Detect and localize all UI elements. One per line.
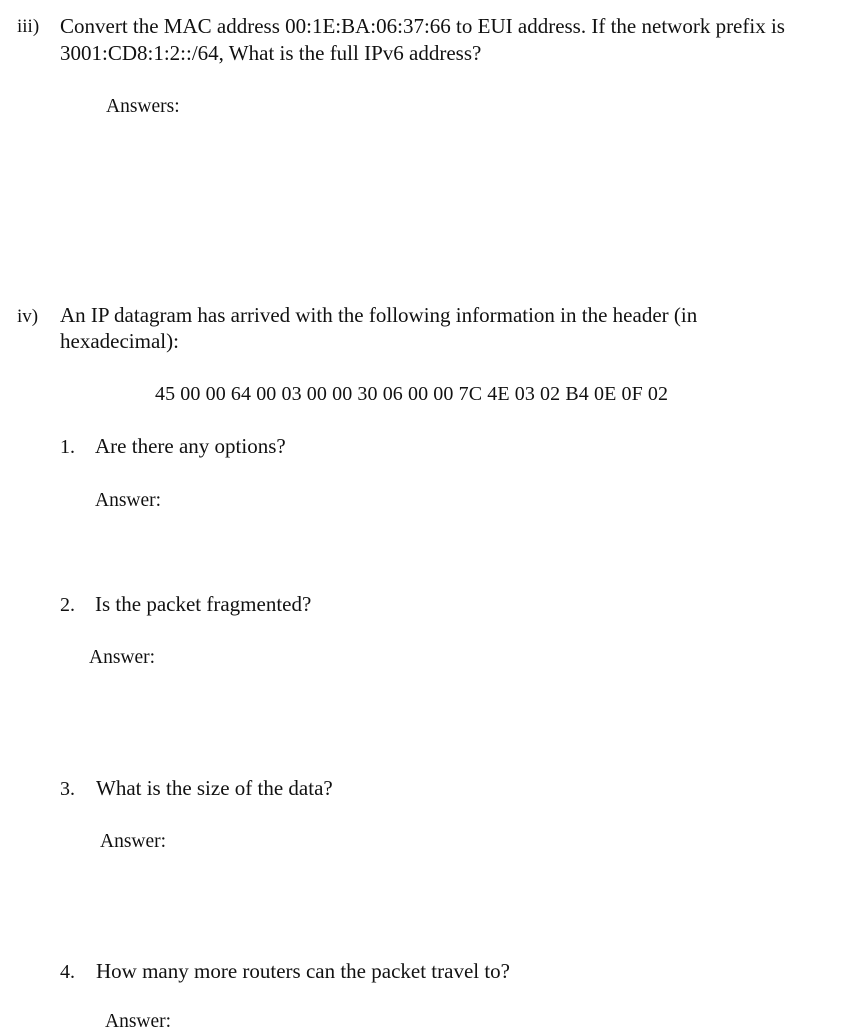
- question-iv-line-1: An IP datagram has arrived with the following information in the header (in: [60, 303, 698, 327]
- sub-question-text: Are there any options?: [95, 434, 286, 458]
- sub-question-text: Is the packet fragmented?: [95, 592, 312, 616]
- sub-question-answer-label: Answer:: [105, 1011, 172, 1032]
- question-iv-marker: iv): [17, 306, 39, 327]
- question-iii-answer-label: Answers:: [106, 96, 180, 117]
- sub-question-number: 3.: [60, 778, 75, 800]
- sub-question-text: How many more routers can the packet travel to?: [96, 959, 511, 983]
- question-iii-marker: iii): [17, 16, 40, 37]
- sub-question-answer-label: Answer:: [100, 831, 167, 852]
- question-iii-line-1: Convert the MAC address 00:1E:BA:06:37:66 to EUI address. If the network prefix is: [60, 14, 785, 38]
- sub-question-answer-label: Answer:: [95, 490, 162, 511]
- hex-header-dump: 45 00 00 64 00 03 00 00 30 06 00 00 7C 4E 03 02 B4 0E 0F 02: [155, 383, 669, 405]
- sub-question-answer-label: Answer:: [89, 647, 156, 668]
- sub-question-text: What is the size of the data?: [96, 776, 333, 800]
- sub-question-number: 4.: [60, 961, 75, 983]
- question-iii-line-2: 3001:CD8:1:2::/64, What is the full IPv6 address?: [60, 41, 482, 65]
- sub-question-number: 2.: [60, 594, 75, 616]
- sub-question-answer-label-cropped: [105, 1011, 172, 1032]
- sub-question-number: 1.: [60, 436, 75, 458]
- question-iv-line-2: hexadecimal):: [60, 329, 179, 353]
